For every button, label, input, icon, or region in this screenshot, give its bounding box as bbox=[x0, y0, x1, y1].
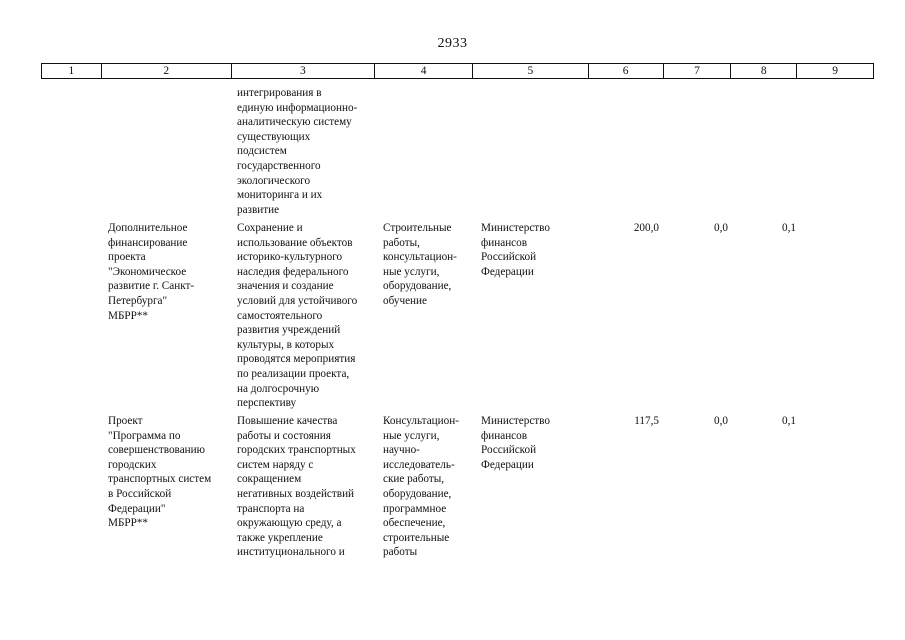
header-col-5: 5 bbox=[473, 64, 589, 78]
table-header-row bbox=[41, 63, 874, 79]
header-col-1: 1 bbox=[42, 64, 102, 78]
row1-col7-value: 0,0 bbox=[714, 222, 728, 234]
header-col-8: 8 bbox=[731, 64, 797, 78]
header-col-2: 2 bbox=[102, 64, 232, 78]
continuation-cell-col3: интегрирования в единую информационно- аналитическую систему существующих подсистем государственного экологического мониторинга и их развитие bbox=[237, 87, 358, 216]
header-col-3: 3 bbox=[232, 64, 376, 78]
header-col-4: 4 bbox=[375, 64, 473, 78]
header-col-6: 6 bbox=[589, 64, 664, 78]
row2-responsible-body: Министерство финансов Российской Федерации bbox=[481, 415, 550, 471]
row2-col7-value: 0,0 bbox=[714, 415, 728, 427]
header-col-9: 9 bbox=[832, 65, 838, 77]
row2-col6-value: 117,5 bbox=[634, 415, 659, 427]
page-number: 2933 bbox=[437, 36, 468, 51]
row2-col8-value: 0,1 bbox=[782, 415, 796, 427]
row2-project-name: Проект "Программа по совершенствованию городских транспортных систем в Российской Федерации" МБРР** bbox=[108, 415, 212, 530]
row1-col8-value: 0,1 bbox=[782, 222, 796, 234]
row1-work-types: Строительные работы, консультацион- ные услуги, оборудование, обучение bbox=[383, 222, 457, 307]
row2-work-types: Консультацион- ные услуги, научно- исследователь- ские работы, оборудование, программное обеспечение, строительные работы bbox=[383, 415, 459, 559]
row1-responsible-body: Министерство финансов Российской Федерации bbox=[481, 222, 550, 278]
header-col-7: 7 bbox=[664, 64, 732, 78]
row1-project-goal: Сохранение и использование объектов историко-культурного наследия федерального значения и создание условий для устойчивого самостоятельного развития учреждений культуры, в которых проводятся мероприятия по реализации проекта, на долгосрочную перспективу bbox=[237, 222, 358, 410]
row1-col6-value: 200,0 bbox=[633, 222, 659, 234]
row2-project-goal: Повышение качества работы и состояния городских транспортных систем наряду с сокращением негативных воздействий транспорта на окружающую среду, а также укрепление институционального и bbox=[237, 415, 356, 559]
row1-project-name: Дополнительное финансирование проекта "Экономическое развитие г. Санкт- Петербурга" МБРР** bbox=[108, 222, 195, 322]
